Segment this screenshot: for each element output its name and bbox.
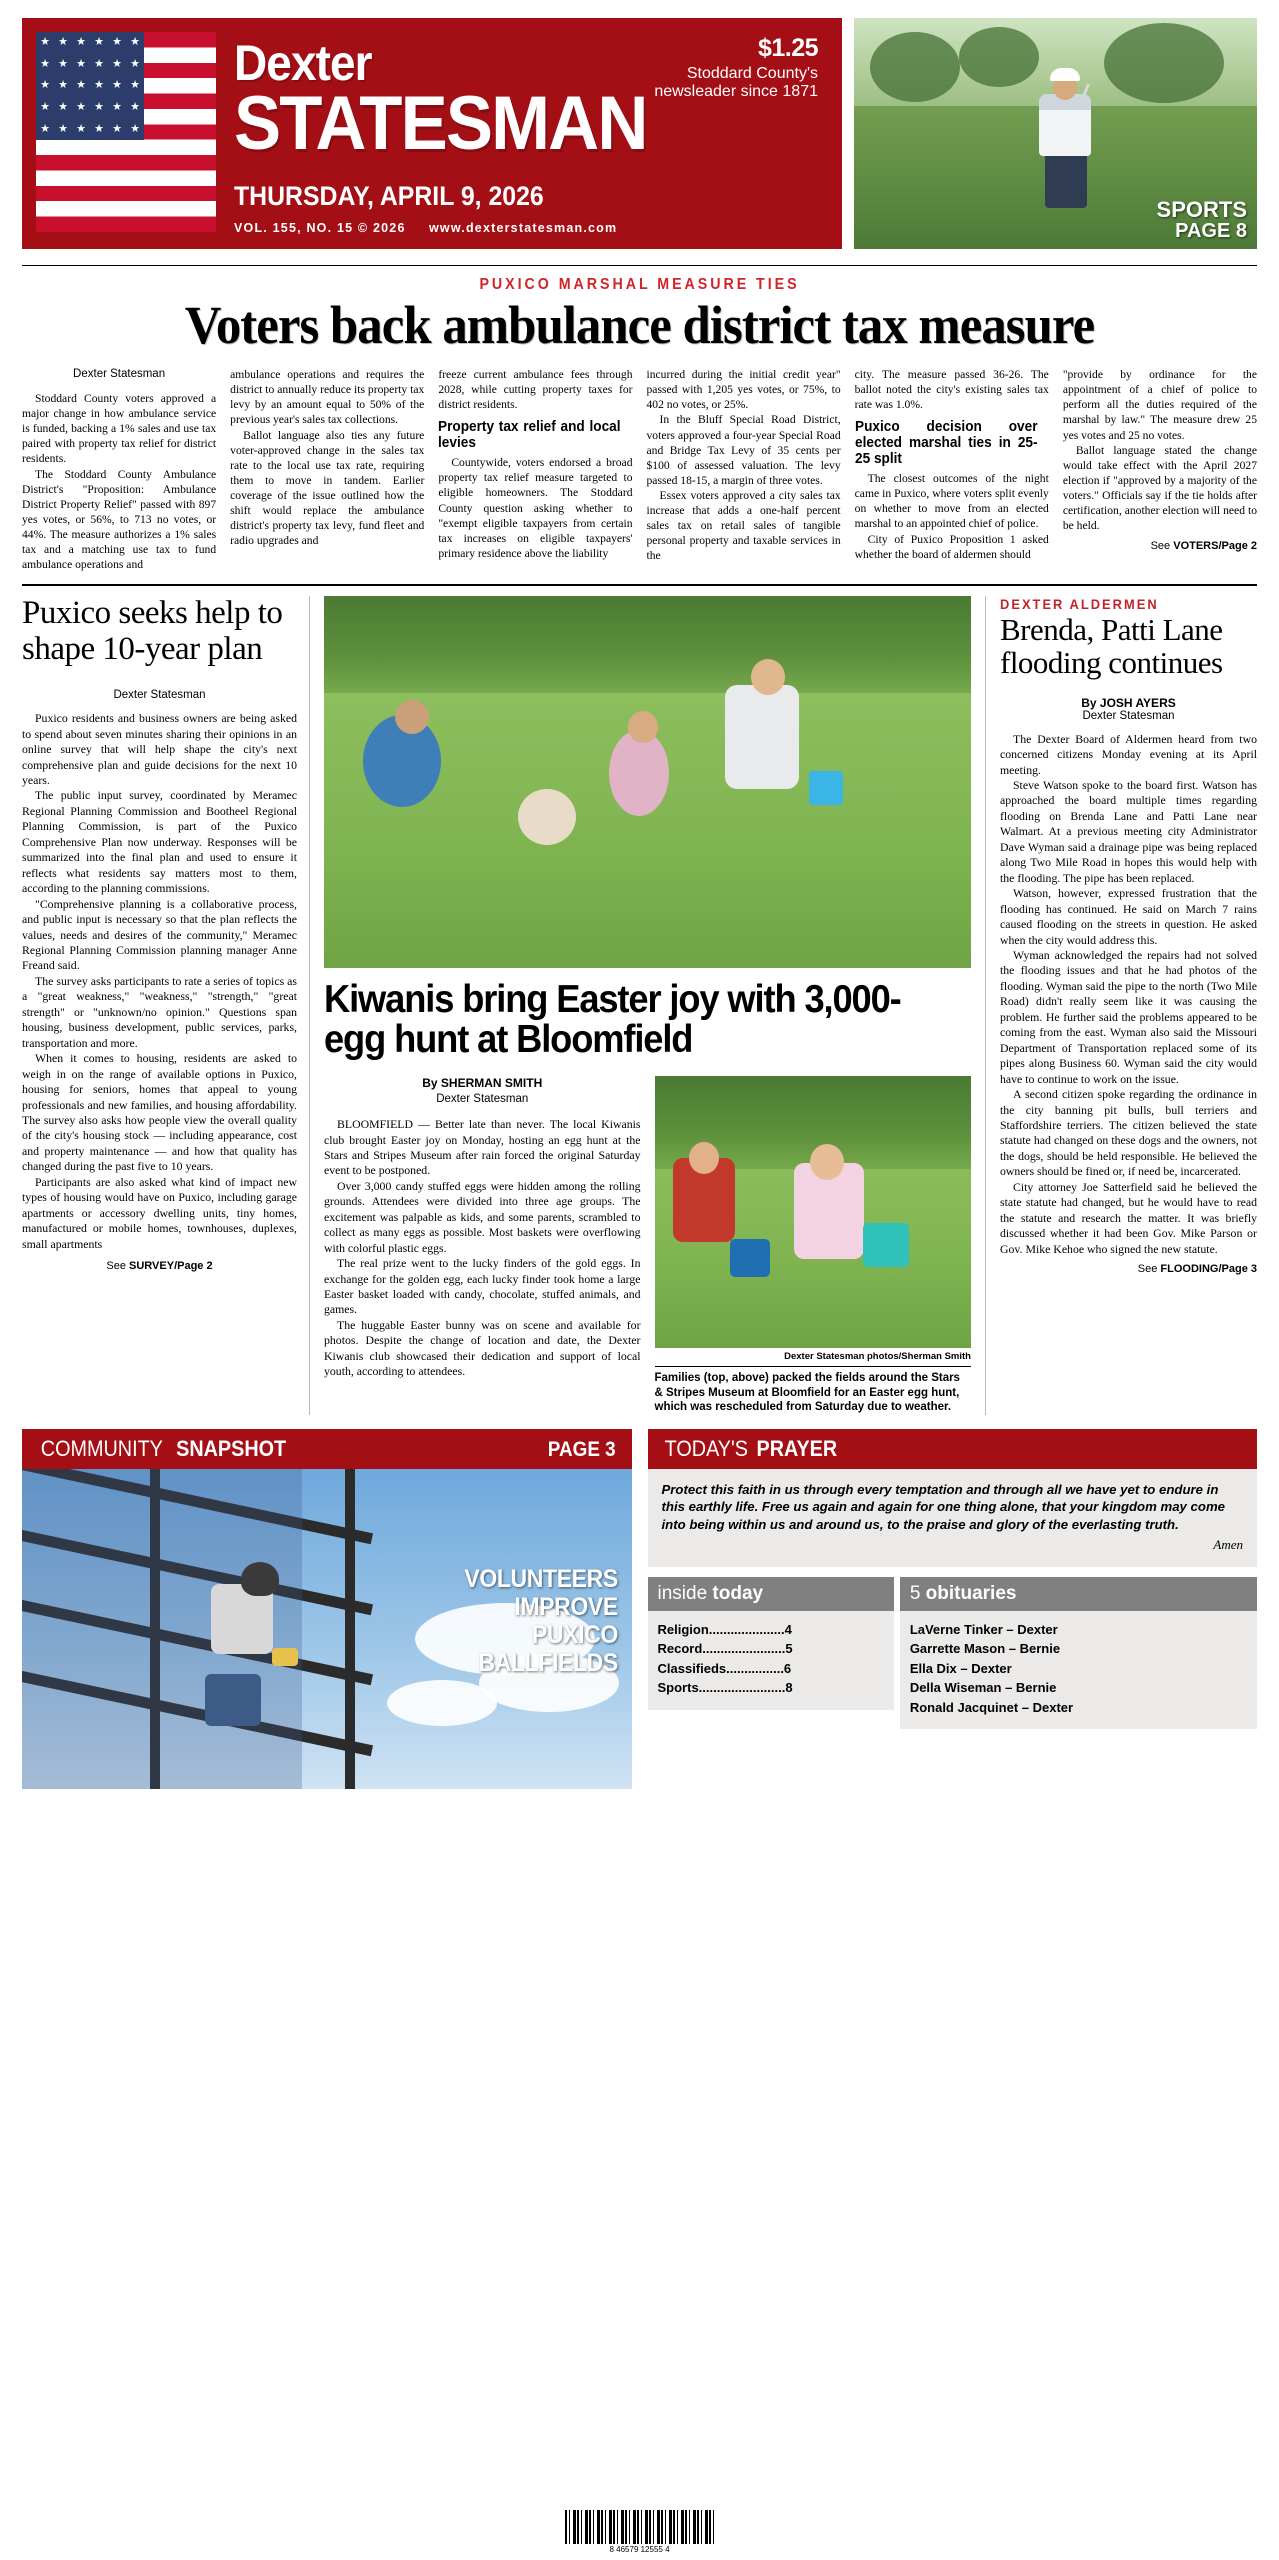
- overlay-line-1: VOLUNTEERS: [463, 1564, 618, 1593]
- obituaries-head-light: 5: [909, 1582, 926, 1604]
- golfer-figure: [1031, 60, 1103, 210]
- obituaries-body: [900, 1611, 1257, 1730]
- lead-column-2: [230, 367, 424, 572]
- tagline-line-1: Stoddard County's: [686, 65, 818, 82]
- snapshot-photo[interactable]: [22, 1469, 632, 1789]
- paragraph: Over 3,000 candy stuffed eggs were hidden among the rolling grounds. Attendees were divided into three age groups. The excitement was palpable as kids, and some parents, scrambled to collect as many eggs as possible. Most baskets were overflowing with colorful plastic eggs.: [324, 1178, 641, 1255]
- survey-jumpline[interactable]: [22, 1260, 297, 1272]
- lead-headline[interactable]: Voters back ambulance district tax measure: [184, 295, 1095, 356]
- kiwanis-photo-caption: Families (top, above) packed the fields around the Stars & Stripes Museum at Bloomfield for an Easter egg hunt, which was rescheduled from Saturday due to weather.: [655, 1366, 972, 1414]
- snapshot-overlay-text: [464, 1565, 618, 1677]
- paragraph: The Dexter Board of Aldermen heard from two concerned citizens Monday evening at its April meeting.: [1000, 731, 1257, 777]
- photo-boy: [725, 685, 799, 789]
- paragraph: Stoddard County voters approved a major change in how ambulance service is funded, backing a 1% sales and use tax paired with property tax relief for district residents.: [22, 392, 217, 466]
- prayer-box: [648, 1469, 1258, 1567]
- paragraph: ambulance operations and requires the district to annually reduce its property tax levy by an amount equal to 50% of the previous year's sales tax collections.: [230, 368, 425, 427]
- masthead-title-dexter: Dexter: [234, 34, 372, 91]
- masthead: [0, 0, 1279, 257]
- obituary-item[interactable]: Della Wiseman – Bernie: [909, 1680, 1057, 1696]
- overlay-line-2: IMPROVE: [514, 1592, 618, 1621]
- overlay-line-4: BALLFIELDS: [478, 1648, 618, 1677]
- flooding-body: [1000, 732, 1257, 1257]
- golfer-shirt: [1039, 94, 1091, 156]
- inside-today-header: [648, 1577, 894, 1611]
- kiwanis-photo-top[interactable]: [324, 596, 971, 968]
- kiwanis-byline-pub: Dexter Statesman: [436, 1092, 529, 1105]
- american-flag-graphic: [36, 32, 216, 232]
- paragraph: Puxico residents and business owners are being asked to spend about seven minutes sharing their opinions in an online survey that will help shape the city's next comprehensive plan and guide decisions for the next 10 years.: [22, 711, 297, 788]
- jump-see-label: See: [1137, 1263, 1161, 1276]
- index-item[interactable]: Classifieds................6: [657, 1660, 792, 1676]
- kiwanis-headline[interactable]: Kiwanis bring Easter joy with 3,000-egg hunt at Bloomfield: [324, 977, 901, 1062]
- lead-bottom-rule: [22, 584, 1257, 586]
- barcode-lines: [565, 2510, 715, 2544]
- paragraph: Watson, however, expressed frustration that the flooding has continued. He said on March 7 rains caused flooding on the streets in question. He asked when the city would address this.: [1000, 886, 1257, 947]
- paragraph: BLOOMFIELD — Better late than never. The local Kiwanis club brought Easter joy on Monday, hosting an egg hunt at the Stars and Stripes Museum after rain forced the original Saturday event to be postponed.: [324, 1117, 641, 1178]
- paragraph: The Stoddard County Ambulance District's "Proposition: Ambulance District Property Relief" passed with 897 yes votes, or 56%, to 713 no votes, or 44%. The measure authorizes a 1% sales tax and a matching use tax to fund ambulance operations and: [22, 467, 217, 571]
- flooding-byline-pub: Dexter Statesman: [1082, 709, 1175, 722]
- photo-bucket: [809, 771, 843, 805]
- survey-story: [22, 596, 310, 1415]
- flooding-story: [985, 596, 1257, 1415]
- inside-today-panel: [648, 1577, 894, 1730]
- photo-basket: [730, 1239, 770, 1277]
- flooding-headline[interactable]: Brenda, Patti Lane flooding continues: [1000, 611, 1223, 680]
- flag-canton: ★ ★ ★ ★ ★ ★ ★ ★ ★ ★ ★ ★ ★ ★ ★ ★ ★ ★ ★ ★ ★ ★ ★ ★ ★ ★ ★ ★ ★ ★: [36, 32, 144, 140]
- middle-section: [0, 596, 1279, 1415]
- lead-story-columns: [22, 367, 1257, 572]
- kiwanis-photo-column: [655, 1076, 972, 1414]
- lead-kicker: PUXICO MARSHAL MEASURE TIES: [479, 276, 800, 294]
- sports-promo-line-2: PAGE 8: [1175, 220, 1247, 243]
- paragraph: city. The measure passed 36-26. The ballot noted the city's existing sales tax rate was 1.0%.: [854, 368, 1049, 412]
- paragraph: The public input survey, coordinated by Meramec Regional Planning Commission and Bootheel Regional Planning Commission, is part of the Puxico Comprehensive Plan now underway. Responses will be summarized into the final plan and used to ensure it reflects what residents say matters most to them, according to the planning commissions.: [22, 788, 297, 896]
- flooding-jumpline[interactable]: [1000, 1263, 1257, 1275]
- photo-head: [751, 659, 785, 695]
- lead-column-4: [647, 367, 841, 572]
- paragraph: The survey asks participants to rate a series of topics as a "great weakness," "weakness," "strength," "great strength" or "unknown/no opinion." Questions span housing, business development, public services, parks, transportation and more.: [22, 973, 297, 1050]
- jump-target[interactable]: SURVEY/Page 2: [129, 1260, 213, 1273]
- lead-column-6: [1063, 367, 1257, 572]
- survey-headline[interactable]: Puxico seeks help to shape 10-year plan: [22, 594, 283, 667]
- volume-line: [234, 221, 824, 235]
- masthead-nameplate: [22, 18, 842, 249]
- flooding-byline-author: By JOSH AYERS: [1081, 695, 1176, 710]
- flooding-dept-kicker: DEXTER ALDERMEN: [1000, 595, 1159, 612]
- community-snapshot-bar: [22, 1429, 632, 1469]
- sports-promo-line-1: SPORTS: [1156, 197, 1247, 223]
- photo-welding-helmet: [241, 1562, 279, 1596]
- paragraph: A second citizen spoke regarding the ordinance in the city banning pit bulls, bull terriers and Staffordshire terriers. The citizen believed the state statute had changed on these dogs and the owners, not the dogs, should be held responsible. He believed the owners should be fined or, if need be, incarcerated.: [1000, 1087, 1257, 1179]
- kiwanis-columns: [324, 1076, 971, 1414]
- lead-byline: Dexter Statesman: [73, 368, 166, 381]
- jump-see-label: See: [1150, 539, 1174, 552]
- kiwanis-text-column: [324, 1076, 641, 1414]
- index-item[interactable]: Sports........................8: [657, 1680, 793, 1696]
- cover-price: $1.25: [757, 34, 818, 62]
- paragraph: Steve Watson spoke to the board first. Watson has approached the board multiple times regarding flooding on Brenda Lane and Patti Lane near Walmart. At a previous meeting city Administrator Dave Wyman said a drainage pipe was being replaced along Two Mile Road in hopes this would help with the flooding. The pipe has been replaced.: [1000, 778, 1257, 885]
- paragraph: City of Puxico Proposition 1 asked whether the board of aldermen should: [854, 532, 1049, 561]
- index-item[interactable]: Religion.....................4: [657, 1621, 792, 1637]
- prayer-amen: Amen: [1213, 1536, 1243, 1552]
- lead-subhead-property-tax: Property tax relief and local levies: [438, 419, 621, 452]
- paragraph: "Comprehensive planning is a collaborative process, and public input is necessary so that the plan reflects the values, needs and desires of the community," Meramec Regional Planning Commission planning manager Anne Freand said.: [22, 896, 297, 973]
- inside-today-head-light: inside: [657, 1582, 713, 1604]
- survey-byline: Dexter Statesman: [113, 689, 206, 702]
- obituaries-panel: [900, 1577, 1257, 1730]
- photo-worker-legs: [205, 1674, 261, 1726]
- paragraph: City attorney Joe Satterfield said he believed the state statute had changed, but he would have to read the statute and research the matter. It was briefly discussed whether it had been Gov. Mike Parson or Gov. Mike Kehoe who signed the new statute.: [1000, 1179, 1257, 1256]
- overlay-line-3: PUXICO: [531, 1620, 618, 1649]
- index-item[interactable]: Record.......................5: [657, 1641, 793, 1657]
- website-url[interactable]: www.dexterstatesman.com: [428, 221, 618, 236]
- paragraph: When it comes to housing, residents are asked to weigh in on the range of available options in Puxico, housing for seniors, homes that appeal to young professionals and new families, and housing affordability. The survey also asks how people view the overall quality of the city's housing stock — including appearance, cost and property maintenance — and how that quality has changed during the past five to 10 years.: [22, 1051, 297, 1174]
- photo-treeline: [324, 596, 971, 693]
- masthead-text-block: [234, 32, 824, 235]
- snapshot-bar-bold: SNAPSHOT: [175, 1435, 286, 1461]
- sports-promo-photo[interactable]: [854, 18, 1257, 249]
- paragraph: freeze current ambulance fees through 2028, while cutting property taxes for district residents.: [438, 368, 633, 412]
- volume-number: VOL. 155, NO. 15 © 2026: [234, 221, 406, 236]
- community-snapshot: [22, 1429, 632, 1789]
- paragraph: Countywide, voters endorsed a broad property tax relief measure targeted to eligible homeowners. The Stoddard County question asking whether to "exempt eligible taxpayers from certain tax increases on eligible taxpayers' primary residence above the liability: [438, 456, 633, 560]
- paragraph: Participants are also asked what kind of impact new types of housing would have on Puxico, including garage apartments or accessory dwelling units, tiny homes, manufactured or mobile homes, townhouses, duplexes, small apartments: [22, 1174, 297, 1251]
- lead-column-5: [855, 367, 1049, 572]
- obituaries-header: [900, 1577, 1257, 1611]
- paragraph: The huggable Easter bunny was on scene and available for photos. Despite the change of location and date, the Dexter Kiwanis club showcased their dedication and support of local youth, according to attendees.: [324, 1317, 641, 1379]
- inside-today-body: [648, 1611, 894, 1710]
- lead-subhead-puxico-marshal: Puxico decision over elected marshal ties in 25-25 split: [854, 419, 1038, 468]
- obituary-item[interactable]: Ronald Jacquinet – Dexter: [909, 1699, 1074, 1715]
- golfer-cap: [1050, 68, 1080, 81]
- paragraph: incurred during the initial credit year" passed with 1,205 yes votes, or 75%, to 402 no votes, or 25%.: [646, 368, 841, 412]
- barcode-number: 8 46579 12555 4: [609, 2545, 670, 2554]
- photo-work-glove: [272, 1648, 298, 1666]
- lead-jumpline[interactable]: [1063, 539, 1257, 553]
- survey-body: [22, 711, 297, 1252]
- paragraph: Wyman acknowledged the repairs had not solved the flooding issues and that he had photos of the flooding. Wyman said the pipe to the north (Two Mile Road) didn't really seem like it was causing the problem. He further said the problems appeared to be coming from the east. Wyman also said the Missouri Department of Transportation replaced some of its pipes along Business 60. Wyman said the city would have to continue to work on the issue.: [1000, 948, 1257, 1086]
- kiwanis-byline-author: By SHERMAN SMITH: [422, 1076, 543, 1091]
- kiwanis-photo-credit: Dexter Statesman photos/Sherman Smith: [784, 1351, 971, 1363]
- paragraph: "provide by ordinance for the appointment of a chief of police to perform all the duties required of the marshal by law." The measure drew 25 yes votes and 25 no votes.: [1062, 368, 1257, 442]
- photo-tree: [959, 27, 1039, 87]
- paragraph: Ballot language also ties any future voter-approved change in the sales tax rate to the local use tax rate, requiring them to move in tandem. Earlier coverage of the issue outlined how the shift would replace the ambulance district's property tax levy, fund fleet and radio upgrades and: [230, 428, 425, 547]
- masthead-title-statesman: STATESMAN: [234, 81, 647, 167]
- paragraph: Ballot language stated the change would take effect with the April 2027 election if "approved by a majority of the voters." Officials say if the tie holds after certification, another election will need to be held.: [1062, 443, 1257, 532]
- kiwanis-story: [310, 596, 985, 1415]
- prayer-text: Protect this faith in us through every temptation and through all we have yet to endure in this earthly life. Free us again and again for one thing alone, that your kingdom may come into being within us and around us, to the praise and glory of the everlasting truth.: [661, 1481, 1226, 1533]
- photo-tree: [1104, 23, 1224, 103]
- prayer-and-index: [648, 1429, 1258, 1789]
- jump-target[interactable]: FLOODING/Page 3: [1160, 1263, 1257, 1276]
- barcode: [565, 2510, 715, 2554]
- publication-date: THURSDAY, APRIL 9, 2026: [234, 181, 544, 212]
- photo-basket: [863, 1223, 909, 1267]
- prayer-bar-bold: PRAYER: [756, 1435, 838, 1461]
- paragraph: The closest outcomes of the night came in Puxico, where voters split evenly on whether to move from an elected marshal to an appointed chief of police.: [854, 472, 1049, 531]
- photo-head: [689, 1142, 719, 1174]
- sports-promo-label: [1157, 199, 1247, 241]
- lead-column-1: [22, 367, 216, 572]
- snapshot-bar-light: COMMUNITY: [40, 1435, 163, 1461]
- prayer-bar-light: TODAY'S: [664, 1435, 748, 1461]
- lead-column-3: [438, 367, 632, 572]
- photo-child: [609, 730, 669, 816]
- paragraph: In the Bluff Special Road District, voters approved a four-year Special Road and Bridge Tax Levy of 35 cents per $100 of assessed valuation. The levy passed 18-15, a margin of three votes.: [646, 413, 841, 487]
- photo-cloud: [387, 1680, 497, 1726]
- photo-post: [345, 1469, 355, 1789]
- photo-head: [810, 1144, 844, 1180]
- jump-target[interactable]: VOTERS/Page 2: [1173, 539, 1257, 552]
- photo-tree: [870, 32, 960, 102]
- tagline-line-2: newsleader since 1871: [654, 83, 818, 101]
- obituaries-head-bold: obituaries: [925, 1582, 1017, 1604]
- paragraph: Essex voters approved a city sales tax increase that adds a one-half percent sales tax on retail sales of tangible personal property and taxable services in the: [646, 488, 841, 563]
- index-panels: [648, 1577, 1258, 1730]
- golfer-pants: [1045, 152, 1087, 208]
- obituary-item[interactable]: Garrette Mason – Bernie: [909, 1641, 1061, 1657]
- snapshot-page-ref[interactable]: PAGE 3: [547, 1437, 616, 1461]
- obituary-item[interactable]: Ella Dix – Dexter: [909, 1660, 1012, 1676]
- paragraph: The real prize went to the lucky finders of the gold eggs. In exchange for the golden egg, each lucky finder took home a large Easter basket loaded with candy, chocolate, stuffed animals, and games.: [324, 1256, 641, 1317]
- bottom-section: [0, 1429, 1279, 1789]
- jump-see-label: See: [106, 1260, 130, 1273]
- obituary-item[interactable]: LaVerne Tinker – Dexter: [909, 1621, 1058, 1637]
- kiwanis-photo-bottom[interactable]: [655, 1076, 972, 1348]
- lead-story: [0, 266, 1279, 572]
- inside-today-head-bold: today: [712, 1582, 764, 1604]
- todays-prayer-bar: [648, 1429, 1258, 1469]
